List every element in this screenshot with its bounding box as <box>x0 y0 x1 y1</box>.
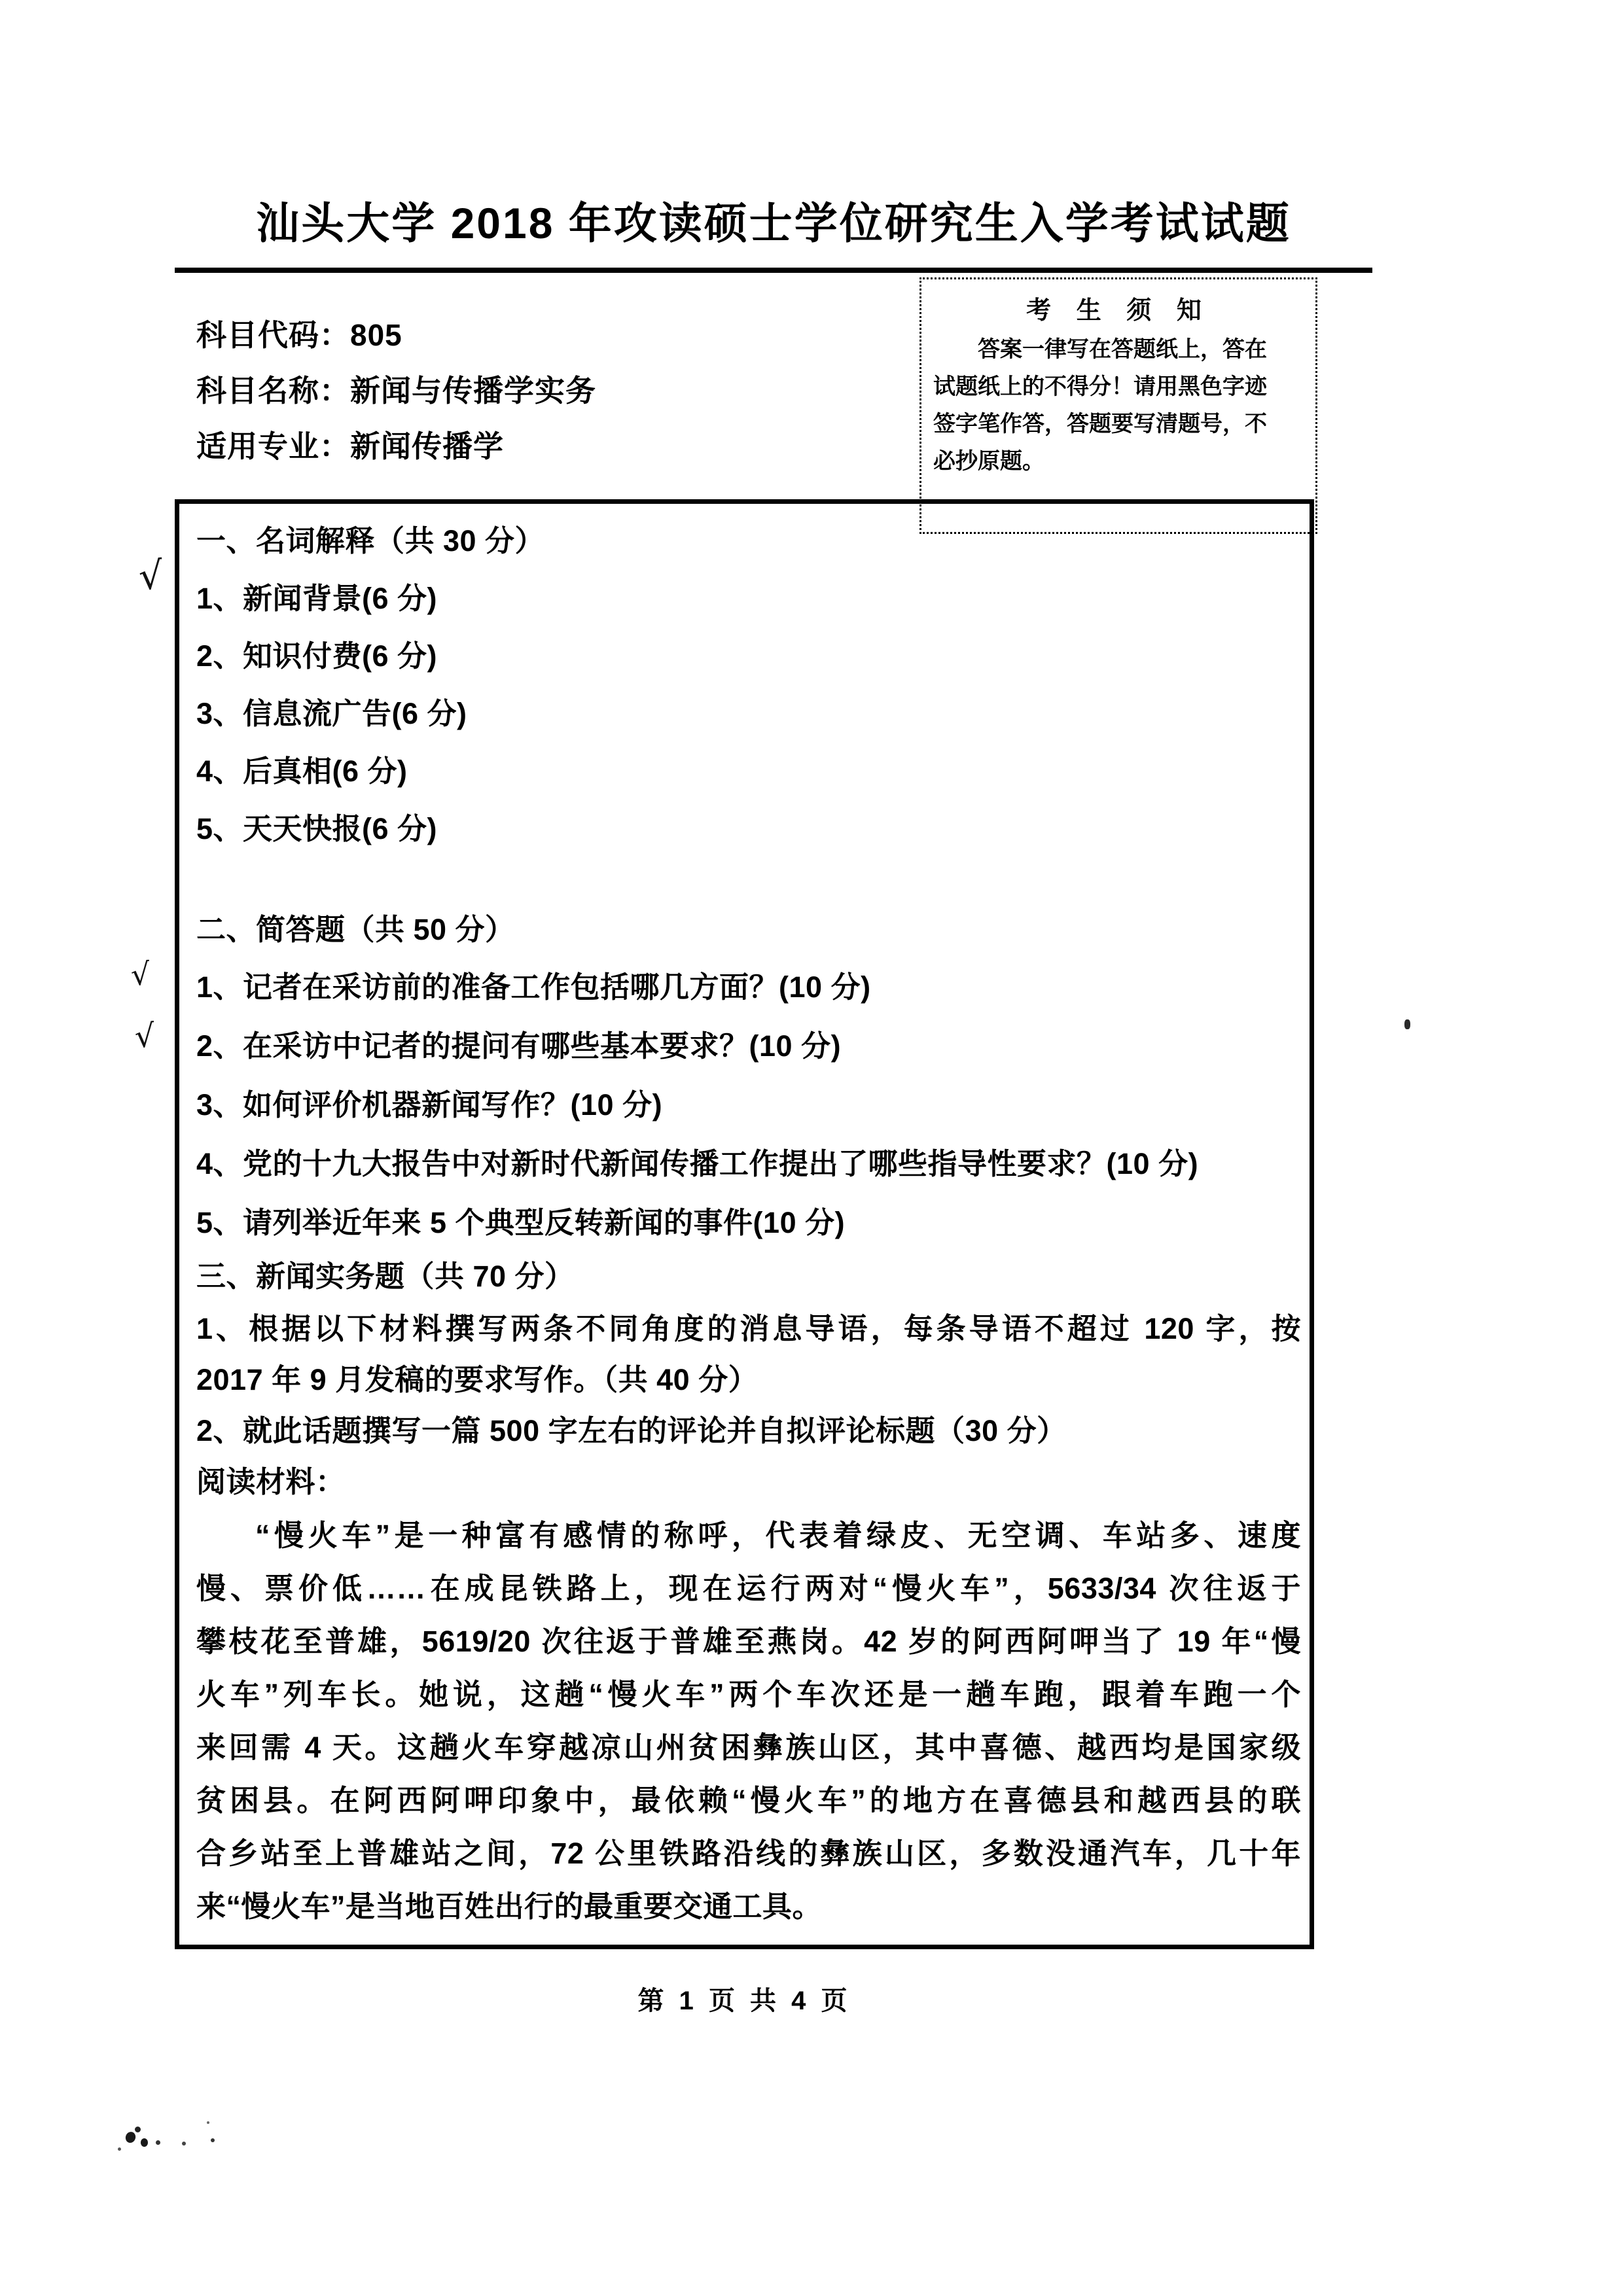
ink-smudge <box>118 2147 121 2151</box>
section2-item: 5、请列举近年来 5 个典型反转新闻的事件(10 分) <box>196 1206 846 1239</box>
title-rule <box>175 268 1372 273</box>
section2-item: 3、如何评价机器新闻写作？(10 分) <box>196 1088 663 1122</box>
section2-item: 1、记者在采访前的准备工作包括哪几方面？(10 分) <box>196 970 871 1004</box>
material-line: 贫困县。在阿西阿呷印象中，最依赖“慢火车”的地方在喜德县和越西县的联 <box>196 1784 1301 1817</box>
candidate-notice-box <box>919 277 1317 534</box>
material-line: 合乡站至上普雄站之间，72 公里铁路沿线的彝族山区，多数没通汽车，几十年 <box>196 1837 1301 1870</box>
section1-item: 3、信息流广告(6 分) <box>196 697 467 730</box>
section3-line: 2、就此话题撰写一篇 500 字左右的评论并自拟评论标题（30 分） <box>196 1414 1067 1447</box>
notice-line: 签字笔作答，答题要写清题号，不 <box>933 412 1267 436</box>
section1-item: 2、知识付费(6 分) <box>196 639 438 673</box>
ink-smudge <box>124 2130 137 2144</box>
subject-code: 科目代码：805 <box>196 318 402 352</box>
notice-line: 试题纸上的不得分！请用黑色字迹 <box>933 374 1267 399</box>
section1-item: 1、新闻背景(6 分) <box>196 582 438 615</box>
section1-item: 4、后真相(6 分) <box>196 754 408 788</box>
scan-artifact <box>1404 1019 1410 1029</box>
section2-item: 4、党的十九大报告中对新时代新闻传播工作提出了哪些指导性要求？(10 分) <box>196 1147 1199 1180</box>
section1-item: 5、天天快报(6 分) <box>196 812 438 845</box>
notice-line: 必抄原题。 <box>933 449 1044 474</box>
material-line: “慢火车”是一种富有感情的称呼，代表着绿皮、无空调、车站多、速度 <box>255 1519 1301 1552</box>
ink-smudge <box>156 2140 160 2145</box>
ink-smudge <box>182 2142 186 2146</box>
page-title: 汕头大学 2018 年攻读硕士学位研究生入学考试试题 <box>256 199 1291 247</box>
section3-heading: 三、新闻实务题（共 70 分） <box>196 1260 575 1293</box>
ink-smudge <box>135 2127 141 2132</box>
notice-title: 考 生 须 知 <box>1026 297 1211 325</box>
notice-line: 答案一律写在答题纸上，答在 <box>978 337 1267 362</box>
material-line: 攀枝花至普雄，5619/20 次往返于普雄至燕岗。42 岁的阿西阿呷当了 19 年“慢 <box>196 1625 1301 1658</box>
material-line: 来“慢火车”是当地百姓出行的最重要交通工具。 <box>196 1890 823 1923</box>
section3-line: 1、根据以下材料撰写两条不同角度的消息导语，每条导语不超过 120 字，按 <box>196 1312 1301 1345</box>
checkmark-icon: √ <box>137 552 165 599</box>
section3-line: 阅读材料： <box>196 1465 346 1498</box>
section3-line: 2017 年 9 月发稿的要求写作。（共 40 分） <box>196 1363 758 1396</box>
material-line: 慢、票价低……在成昆铁路上，现在运行两对“慢火车”，5633/34 次往返于 <box>196 1572 1301 1605</box>
ink-smudge <box>207 2121 209 2124</box>
ink-smudge <box>141 2138 148 2147</box>
material-line: 火车”列车长。她说，这趟“慢火车”两个车次还是一趟车跑，跟着车跑一个 <box>196 1678 1301 1711</box>
section1-heading: 一、名词解释（共 30 分） <box>196 524 545 557</box>
checkmark-icon: √ <box>130 956 152 993</box>
section2-heading: 二、简答题（共 50 分） <box>196 913 515 946</box>
ink-smudge <box>211 2138 215 2142</box>
section2-item: 2、在采访中记者的提问有哪些基本要求？(10 分) <box>196 1029 842 1063</box>
page-footer: 第 1 页 共 4 页 <box>637 1987 851 2015</box>
checkmark-icon: √ <box>134 1017 156 1055</box>
applicable-major: 适用专业：新闻传播学 <box>196 429 504 463</box>
subject-name: 科目名称：新闻与传播学实务 <box>196 374 596 408</box>
material-line: 来回需 4 天。这趟火车穿越凉山州贫困彝族山区，其中喜德、越西均是国家级 <box>196 1731 1301 1764</box>
